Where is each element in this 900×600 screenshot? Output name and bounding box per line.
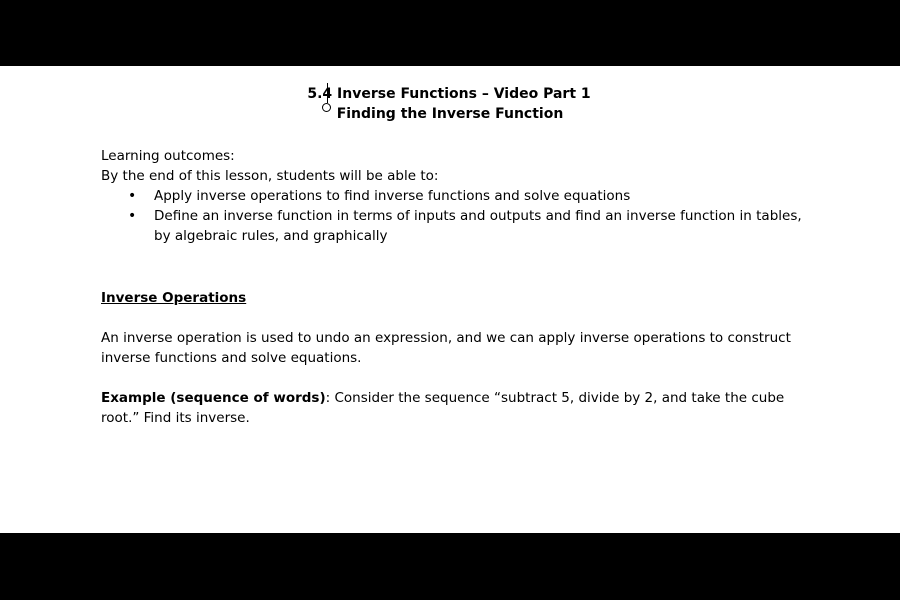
list-item-text: Apply inverse operations to find inverse functions and solve equations [154, 188, 631, 204]
bullet-icon: • [128, 208, 137, 224]
document-subtitle: Finding the Inverse Function [336, 106, 564, 122]
intro-sentence: By the end of this lesson, students will be able to: [101, 168, 439, 184]
letterbox-bottom [0, 533, 900, 600]
letterbox-top [0, 0, 900, 66]
section-paragraph: An inverse operation is used to undo an expression, and we can apply inverse operations to construct inverse functions and solve equations. [101, 330, 791, 366]
document-body [101, 146, 821, 428]
outcomes-list [101, 186, 821, 246]
list-item [101, 186, 804, 206]
example-paragraph [101, 388, 801, 428]
list-item [101, 206, 804, 246]
document-title: 5.4 Inverse Functions – Video Part 1 [307, 86, 591, 102]
bullet-icon: • [128, 188, 137, 204]
document-page [0, 66, 900, 533]
learning-outcomes-label: Learning outcomes: [101, 148, 235, 164]
document-title-block [0, 84, 900, 124]
example-text: : Consider the sequence “subtract 5, divide by 2, and take the cube root.” Find its inverse. [101, 390, 785, 426]
list-item-text: Define an inverse function in terms of inputs and outputs and find an inverse function in tables, by algebraic rules, and graphically [154, 208, 802, 244]
section-heading: Inverse Operations [101, 290, 247, 306]
example-label: Example (sequence of words) [101, 390, 326, 406]
